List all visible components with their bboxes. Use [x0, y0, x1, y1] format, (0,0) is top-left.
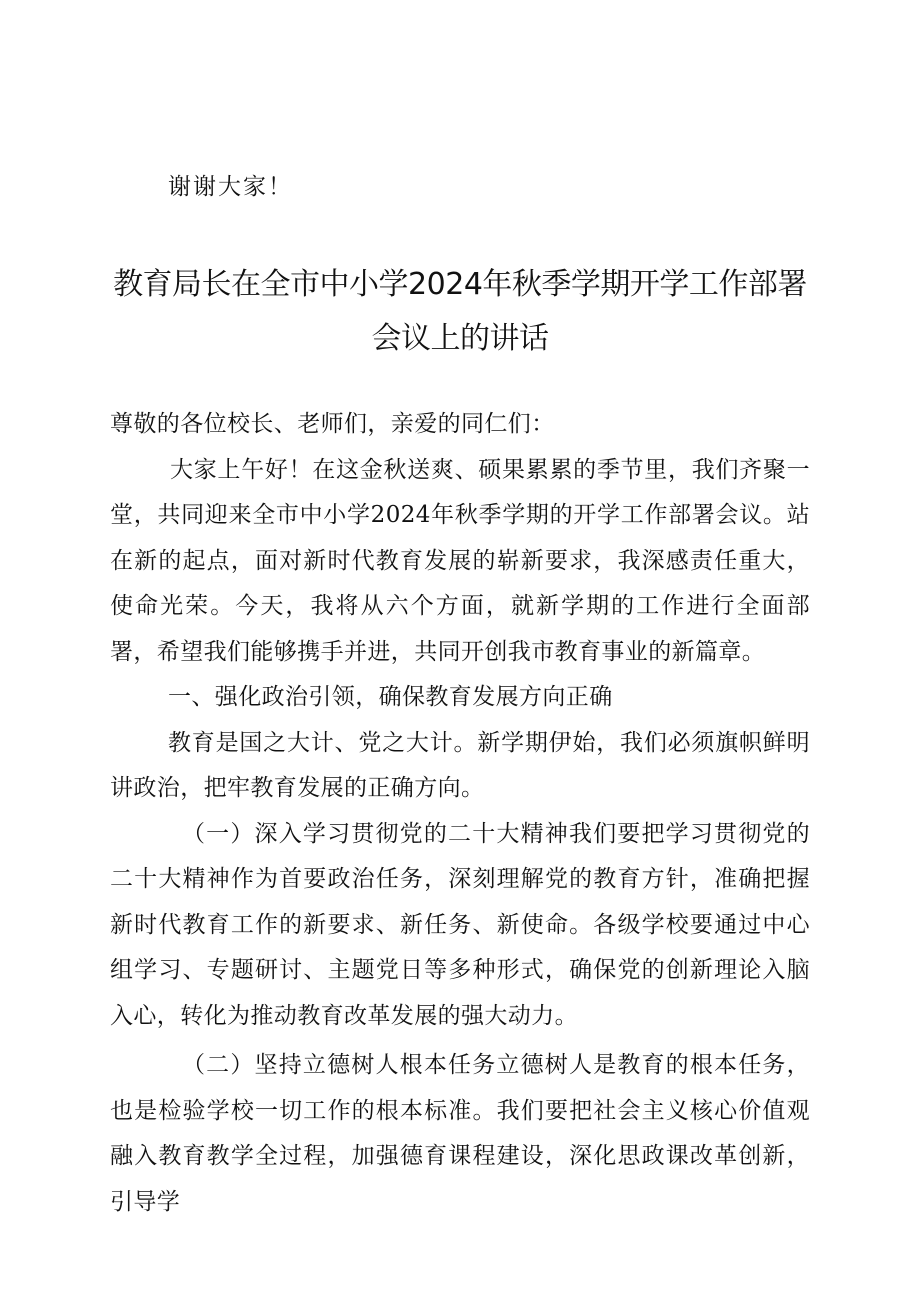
salutation: 尊敬的各位校长、老师们，亲爱的同仁们： — [110, 411, 555, 437]
section-heading-1: 一、强化政治引领，确保教育发展方向正确 — [168, 684, 613, 710]
paragraph-subsection-2: （二）坚持立德树人根本任务立德树人是教育的根本任务，也是检验学校一切工作的根本标准。我们要把社会主义核心价值观融入教育教学全过程，加强德育课程建设，深化思政课改革创新，引导学 — [110, 1052, 810, 1215]
paragraph-opening: 大家上午好！在这金秋送爽、硕果累累的季节里，我们齐聚一堂，共同迎来全市中小学2024年秋季学期的开学工作部署会议。站在新的起点，面对新时代教育发展的崭新要求，我深感责任重大，使命光荣。今天，我将从六个方面，就新学期的工作进行全面部署，希望我们能够携手并进，共同开创我市教育事业的新篇章。 — [110, 456, 810, 665]
closing-line: 谢谢大家！ — [168, 174, 293, 200]
speech-body — [110, 402, 810, 1225]
paragraph-subsection-1: （一）深入学习贯彻党的二十大精神我们要把学习贯彻党的二十大精神作为首要政治任务，深刻理解党的教育方针，准确把握新时代教育工作的新要求、新任务、新使命。各级学校要通过中心组学习、专题研讨、主题党日等多种形式，确保党的创新理论入脑入心，转化为推动教育改革发展的强大动力。 — [110, 820, 810, 1029]
document-title: 教育局长在全市中小学2024年秋季学期开学工作部署会议上的讲话 — [113, 267, 807, 356]
paragraph-section-1-intro: 教育是国之大计、党之大计。新学期伊始，我们必须旗帜鲜明讲政治，把牢教育发展的正确方向。 — [110, 729, 810, 801]
